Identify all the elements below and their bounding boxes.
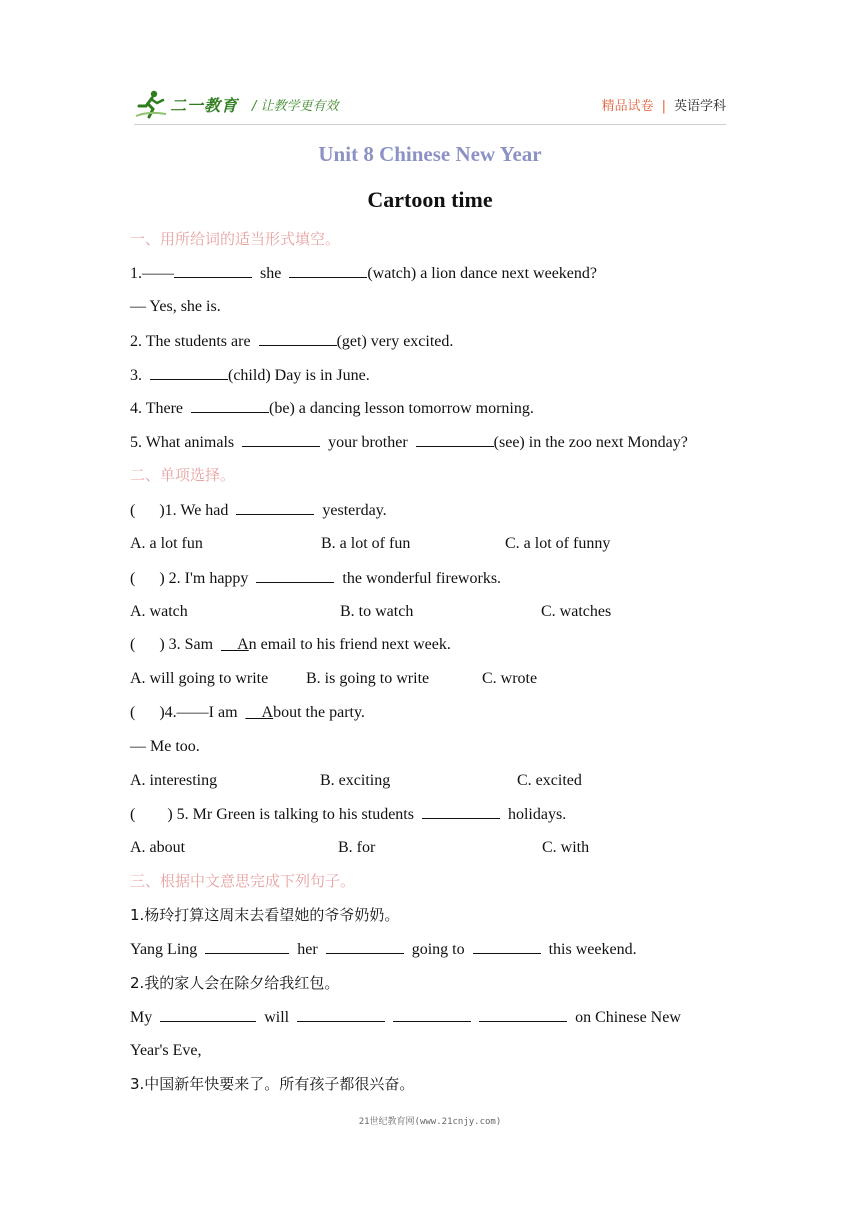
p2-question-4	[130, 703, 365, 723]
option-a: A. will going to write	[130, 670, 269, 687]
p2-question-3	[130, 635, 451, 655]
header-divider	[134, 124, 726, 125]
text: (see) in the zoo next Monday?	[493, 434, 688, 451]
text: 2. The students are	[130, 333, 251, 350]
answer-paren[interactable]: ( )	[130, 704, 165, 721]
answer-blank[interactable]	[422, 804, 500, 819]
option-b: B. to watch	[340, 603, 414, 620]
answer-blank[interactable]	[236, 500, 314, 515]
answer-blank[interactable]	[416, 432, 494, 447]
p1-question-5	[130, 432, 688, 453]
page-title: Unit 8 Chinese New Year	[318, 142, 542, 166]
text: 1.——	[130, 265, 174, 282]
section-2-heading: 二、单项选择。	[130, 466, 236, 484]
p3-chinese-3: 3.中国新年快要来了。所有孩子都很兴奋。	[130, 1075, 415, 1093]
page-footer: 21世纪教育网(www.21cnjy.com)	[358, 1117, 502, 1127]
answer-paren[interactable]: ( )	[130, 636, 165, 653]
p2-answer-4: — Me too.	[130, 738, 200, 755]
p3-question-2-cont: Year's Eve,	[130, 1042, 202, 1059]
text: she	[260, 265, 282, 282]
p2-question-2	[130, 568, 501, 589]
text: will	[264, 1009, 290, 1026]
text: this weekend.	[548, 941, 637, 958]
answer-blank[interactable]	[297, 1007, 385, 1022]
option-c: C. a lot of funny	[505, 535, 611, 552]
option-b: B. a lot of fun	[321, 535, 411, 552]
option-a: A. watch	[130, 603, 188, 620]
answer-blank[interactable]	[256, 568, 334, 583]
answer-blank[interactable]	[393, 1007, 471, 1022]
text: (child) Day is in June.	[228, 367, 370, 384]
answer-blank[interactable]	[205, 939, 289, 954]
text: 5. What animals	[130, 434, 235, 451]
answer-blank[interactable]	[160, 1007, 256, 1022]
answer-blank[interactable]	[150, 365, 228, 380]
text: 2. I'm happy	[168, 570, 249, 587]
answer-blank[interactable]	[289, 263, 367, 278]
text: (be) a dancing lesson tomorrow morning.	[269, 400, 534, 417]
text: 5. Mr Green is talking to his students	[176, 806, 414, 823]
underlined-answer: __A	[221, 636, 249, 653]
slogan: / 让教学更有效	[252, 99, 339, 114]
answer-paren[interactable]: ( )	[130, 502, 165, 519]
text: (watch) a lion dance next weekend?	[367, 265, 597, 282]
option-b: B. exciting	[320, 772, 391, 789]
p1-question-2	[130, 331, 453, 352]
page-subtitle: Cartoon time	[367, 187, 493, 212]
answer-blank[interactable]	[479, 1007, 567, 1022]
answer-blank[interactable]	[259, 331, 337, 346]
option-b: B. for	[338, 839, 376, 856]
p3-question-1	[130, 939, 637, 960]
text: (get) very excited.	[336, 333, 454, 350]
option-c: C. with	[542, 839, 590, 856]
option-c: C. wrote	[482, 670, 538, 687]
option-a: A. a lot fun	[130, 535, 203, 552]
text: n email to his friend next week.	[248, 636, 451, 653]
tag-separator: |	[661, 99, 666, 114]
option-a: A. about	[130, 839, 186, 856]
p1-question-1	[130, 263, 597, 284]
runner-logo-icon	[134, 89, 168, 119]
tag-premium-paper: 精品试卷	[601, 99, 654, 114]
text: your brother	[328, 434, 408, 451]
text: her	[297, 941, 318, 958]
option-c: C. excited	[517, 772, 582, 789]
answer-blank[interactable]	[473, 939, 541, 954]
text: going to	[411, 941, 465, 958]
answer-paren[interactable]: ( )	[130, 570, 165, 587]
answer-paren[interactable]: ( )	[130, 806, 173, 823]
text: 4.——I am	[164, 704, 238, 721]
p3-chinese-1: 1.杨玲打算这周末去看望她的爷爷奶奶。	[130, 906, 400, 924]
header-tags	[602, 95, 726, 114]
underlined-answer: __A	[245, 704, 274, 721]
answer-blank[interactable]	[191, 398, 269, 413]
section-1-heading: 一、用所给词的适当形式填空。	[130, 230, 341, 248]
text: bout the party.	[273, 704, 365, 721]
text: Yang Ling	[130, 941, 198, 958]
text: holidays.	[507, 806, 567, 823]
answer-blank[interactable]	[242, 432, 320, 447]
p3-chinese-2: 2.我的家人会在除夕给我红包。	[130, 974, 340, 992]
text: 4. There	[130, 400, 184, 417]
answer-blank[interactable]	[174, 263, 252, 278]
option-b: B. is going to write	[306, 670, 430, 687]
section-3-heading: 三、根据中文意思完成下列句子。	[130, 872, 356, 890]
text: the wonderful fireworks.	[342, 570, 502, 587]
p3-question-2	[130, 1007, 681, 1028]
p1-answer-1: — Yes, she is.	[130, 298, 221, 315]
tag-subject: 英语学科	[673, 99, 726, 114]
answer-blank[interactable]	[326, 939, 404, 954]
text: 3. Sam	[168, 636, 214, 653]
text: 1. We had	[164, 502, 229, 519]
option-c: C. watches	[541, 603, 612, 620]
text: 3.	[130, 367, 142, 384]
p1-question-3	[130, 365, 370, 386]
page-header	[134, 88, 726, 122]
option-a: A. interesting	[130, 772, 218, 789]
p2-question-5	[130, 804, 566, 825]
text: My	[130, 1009, 153, 1026]
p1-question-4	[130, 398, 534, 419]
p2-question-1	[130, 500, 387, 521]
text: yesterday.	[322, 502, 387, 519]
brand-logo	[134, 88, 238, 120]
text: on Chinese New	[575, 1009, 681, 1026]
logo-text: 二一教育	[170, 95, 239, 115]
